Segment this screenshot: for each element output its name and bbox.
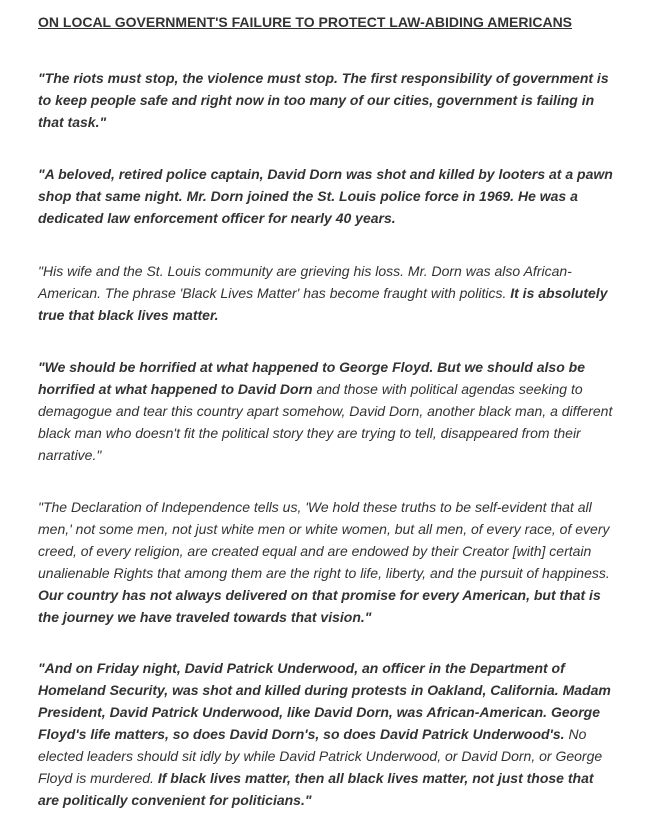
- quote-bold-text: Our country has not always delivered on that promise for every American, but that is the journey we have traveled towards that vision.": [38, 587, 601, 625]
- section-heading: ON LOCAL GOVERNMENT'S FAILURE TO PROTECT LAW-ABIDING AMERICANS: [38, 14, 573, 30]
- quote-paragraph-2: [38, 163, 618, 229]
- quote-text: No elected leaders should sit idly by while David Patrick Underwood, or David Dorn, or George Floyd is murdered.: [38, 726, 603, 786]
- quote-paragraph-6: [38, 657, 618, 811]
- quote-text: "His wife and the St. Louis community are grieving his loss. Mr. Dorn was also African-American. The phrase 'Black Lives Matter' has become fraught with politics.: [38, 263, 572, 301]
- quote-bold-text: "We should be horrified at what happened to George Floyd. But we should also be horrified at what happened to David Dorn: [38, 359, 585, 397]
- quote-bold-text: If black lives matter, then all black lives matter, not just those that are politically convenient for politicians.": [38, 770, 594, 808]
- quote-bold-text: "The riots must stop, the violence must stop. The first responsibility of government is to keep people safe and right now in too many of our cities, government is failing in that task.": [38, 70, 609, 130]
- quote-paragraph-5: [38, 496, 618, 628]
- quote-bold-text: "And on Friday night, David Patrick Underwood, an officer in the Department of Homeland Security, was shot and killed during protests in Oakland, California. Madam President, David Patrick Underwood, like David Dorn, was African-American. George Floyd's life matters, so does David Dorn's, so does David Patrick Underwood's.: [38, 660, 611, 742]
- quote-paragraph-1: [38, 67, 618, 133]
- quote-paragraph-3: [38, 260, 618, 326]
- quote-bold-text: It is absolutely true that black lives matter.: [38, 285, 608, 323]
- quote-paragraph-4: [38, 356, 618, 466]
- quote-text: and those with political agendas seeking to demagogue and tear this country apart somehow, David Dorn, another black man, a different black man who doesn't fit the political story they are trying to tell, disappeared from their narrative.": [38, 381, 613, 463]
- quote-bold-text: "A beloved, retired police captain, David Dorn was shot and killed by looters at a pawn shop that same night. Mr. Dorn joined the St. Louis police force in 1969. He was a dedicated law enforcement officer for nearly 40 years.: [38, 166, 613, 226]
- quote-text: "The Declaration of Independence tells us, 'We hold these truths to be self-evident that all men,' not some men, not just white men or white women, but all men, of every race, of every creed, of every religion, are created equal and are endowed by their Creator [with] certain unalienable Rights that among them are the right to life, liberty, and the pursuit of happiness.: [38, 499, 610, 581]
